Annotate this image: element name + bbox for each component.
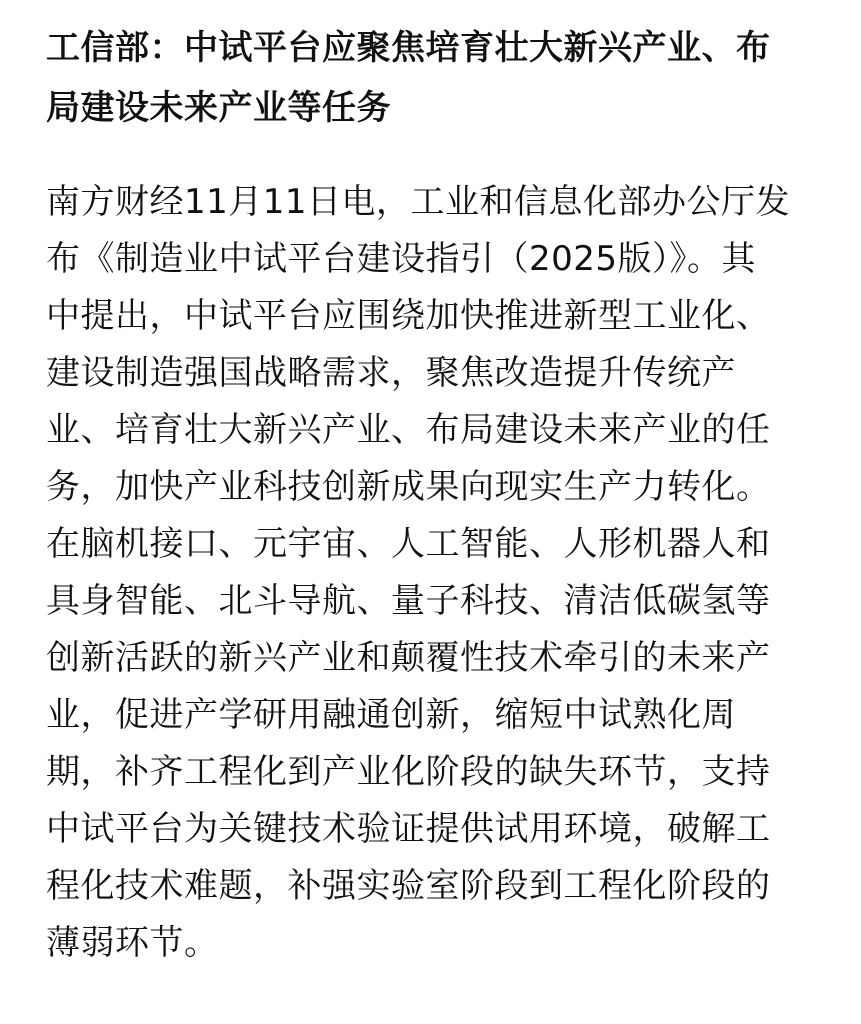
- body-line: 具身智能、北斗导航、量子科技、清洁低碳氢等: [46, 581, 771, 621]
- body-line: 业，促进产学研用融通创新，缩短中试熟化周: [46, 695, 736, 735]
- body-line: 务，加快产业科技创新成果向现实生产力转化。: [46, 467, 771, 507]
- article-body: [46, 174, 821, 972]
- headline-line: 工信部：中试平台应聚焦培育壮大新兴产业、布: [46, 28, 771, 68]
- body-line: 程化技术难题，补强实验室阶段到工程化阶段的: [46, 866, 771, 906]
- body-line: 在脑机接口、元宇宙、人工智能、人形机器人和: [46, 524, 771, 564]
- body-line: 业、培育壮大新兴产业、布局建设未来产业的任: [46, 410, 771, 450]
- body-line: 中试平台为关键技术验证提供试用环境，破解工: [46, 809, 771, 849]
- body-line: 薄弱环节。: [46, 923, 219, 963]
- body-line: 创新活跃的新兴产业和颠覆性技术牵引的未来产: [46, 638, 771, 678]
- body-line: 建设制造强国战略需求，聚焦改造提升传统产: [46, 353, 736, 393]
- body-line: 布《制造业中试平台建设指引（2025版）》。其: [46, 239, 757, 279]
- body-line: 南方财经11月11日电，工业和信息化部办公厅发: [46, 182, 791, 222]
- body-line: 期，补齐工程化到产业化阶段的缺失环节，支持: [46, 752, 771, 792]
- article-headline: [46, 18, 821, 138]
- body-line: 中提出，中试平台应围绕加快推进新型工业化、: [46, 296, 771, 336]
- headline-line: 局建设未来产业等任务: [46, 88, 391, 128]
